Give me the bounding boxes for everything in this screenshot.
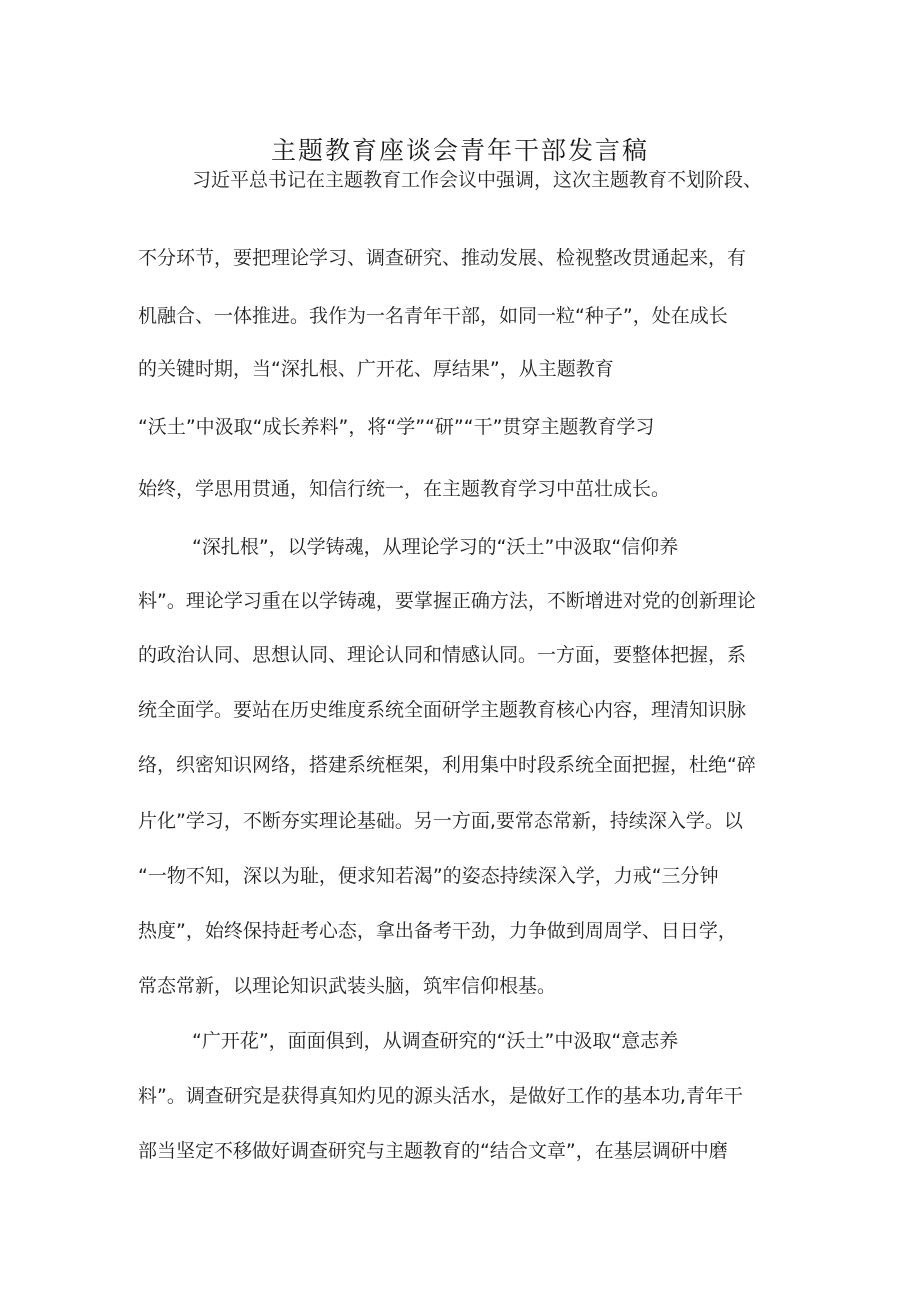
paragraph-line: 料”。理论学习重在以学铸魂，要掌握正确方法，不断增进对党的创新理论 — [138, 590, 756, 612]
paragraph-line: “深扎根”，以学铸魂，从理论学习的“沃土”中汲取“信仰养 — [192, 536, 679, 558]
paragraph-line: 热度”，始终保持赶考心态，拿出备考干劲，力争做到周周学、日日学， — [138, 920, 737, 942]
paragraph-line: “沃土”中汲取“成长养料”，将“学”“研”“干”贯穿主题教育学习 — [138, 416, 655, 438]
paragraph-line: 料”。调查研究是获得真知灼见的源头活水，是做好工作的基本功,青年干 — [138, 1085, 743, 1107]
paragraph-line: 不分环节，要把理论学习、调查研究、推动发展、检视整改贯通起来，有 — [138, 247, 747, 269]
paragraph-line: 始终，学思用贯通，知信行统一，在主题教育学习中茁壮成长。 — [138, 478, 671, 500]
document-title: 主题教育座谈会青年干部发言稿 — [270, 136, 649, 165]
paragraph-line: 的政治认同、思想认同、理论认同和情感认同。一方面，要整体把握，系 — [138, 644, 747, 666]
paragraph-line: 机融合、一体推进。我作为一名青年干部，如同一粒“种子”，处在成长 — [138, 305, 728, 327]
paragraph-line: 的关键时期，当“深扎根、广开花、厚结果”，从主题教育 — [138, 358, 614, 380]
paragraph-line: 常态常新，以理论知识武装头脑，筑牢信仰根基。 — [138, 975, 557, 997]
paragraph-line: 片化”学习，不断夯实理论基础。另一方面,要常态常新，持续深入学。以 — [138, 810, 743, 832]
paragraph-line: 统全面学。要站在历史维度系统全面研学主题教育核心内容，理清知识脉 — [138, 699, 747, 721]
paragraph-line: 络，织密知识网络，搭建系统框架，利用集中时段系统全面把握，杜绝“碎 — [138, 754, 756, 776]
paragraph-line: “广开花”，面面俱到，从调查研究的“沃土”中汲取“意志养 — [192, 1030, 679, 1052]
paragraph-line: 部当坚定不移做好调查研究与主题教育的“结合文章”，在基层调研中磨 — [138, 1140, 728, 1162]
paragraph-line: “一物不知，深以为耻，便求知若渴”的姿态持续深入学，力戒“三分钟 — [138, 865, 719, 887]
paragraph-line: 习近平总书记在主题教育工作会议中强调，这次主题教育不划阶段、 — [192, 169, 763, 191]
